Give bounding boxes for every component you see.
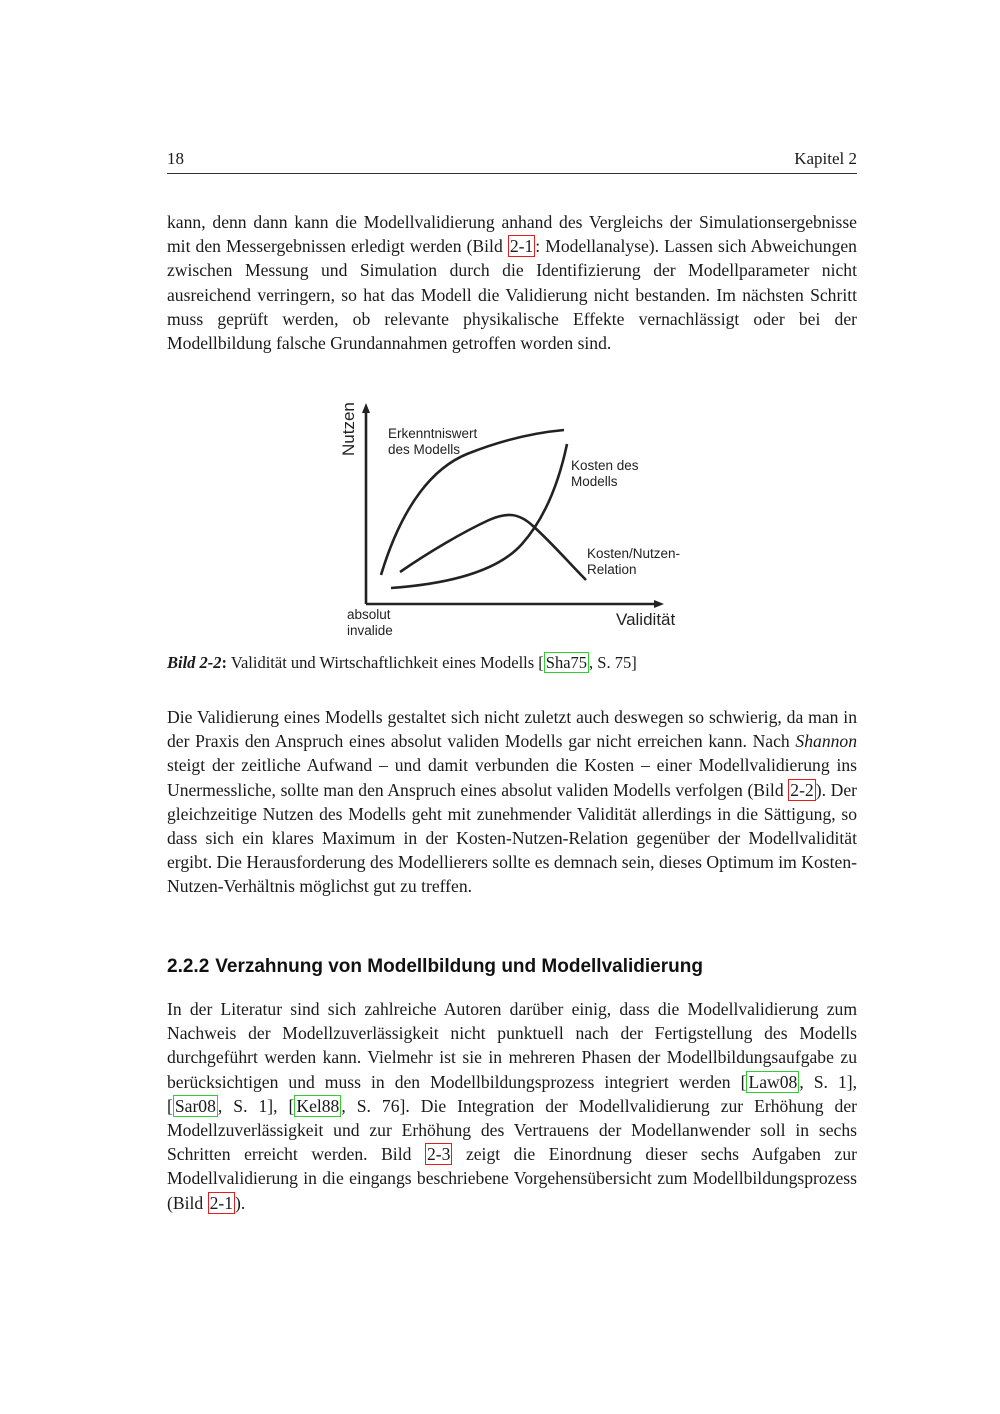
text-run: , S. 76]. Die Integration der Modellvalidierung zur Erhöhung der Modellzuverlässigkeit und zur Erhöhung des Vertrauens der Modellanwender soll in sechs Schritten erreicht werden. Bild xyxy=(167,1095,857,1165)
cost-curve xyxy=(391,444,567,588)
text-run: : Modellanalyse). Lassen sich Abweichungen zwischen Messung und Simulation durch die Identifizierung der Modellparameter nicht ausreichend verringern, so hat das Modell die Validierung nicht bestanden. Im nächsten Schritt muss geprüft werden, ob relevante physikalische Effekte vernachlässigt oder bei der Modellbildung falsche Grundannahmen getroffen worden sind. xyxy=(167,236,857,354)
text-run: In der Literatur sind sich zahlreiche Autoren darüber einig, dass die Modellvalidierung zum Nachweis der Modellzuverlässigkeit nicht punktuell nach der Fertigstellung des Modells durchgeführt werden kann. Vielmehr ist sie in mehreren Phasen der Modellbildungsaufgabe zu berücksichtigen und muss in den Modellbildungsprozess integriert werden [ xyxy=(167,999,857,1092)
page-number: 18 xyxy=(167,149,184,168)
origin-label: invalide xyxy=(347,623,393,638)
section-heading xyxy=(167,956,857,978)
figure-diagram xyxy=(167,392,697,642)
citation-link[interactable]: Sha75 xyxy=(545,653,588,672)
text-run: steigt der zeitliche Aufwand – und damit verbunden die Kosten – einer Modellvalidierung ins Unermessliche, sollte man den Anspruch eines absolut validen Modells verfolgen (Bild xyxy=(167,755,857,800)
section-number: 2.2.2 xyxy=(167,956,210,977)
figure-reference-link[interactable]: 2-3 xyxy=(426,1144,451,1165)
cost-curve-label: Modells xyxy=(571,474,618,489)
citation-link[interactable]: Kel88 xyxy=(296,1095,340,1116)
paragraph-2 xyxy=(167,705,857,899)
author-name: Shannon xyxy=(795,731,857,752)
ratio-curve-label: Kosten/Nutzen- xyxy=(587,546,681,561)
figure-reference-link[interactable]: 2-2 xyxy=(790,779,814,800)
benefit-curve-label: des Modells xyxy=(388,442,461,457)
chapter-title: Kapitel 2 xyxy=(794,149,857,168)
text-run: kann, denn dann kann die Modellvalidierung anhand des Vergleichs der Simulationsergebnisse mit den Messergebnissen erledigt werden (Bild xyxy=(167,212,857,257)
y-axis-label: Nutzen xyxy=(339,402,358,456)
text-run: , S. 1], [ xyxy=(167,1071,857,1116)
text-run: ). Der gleichzeitige Nutzen des Modells geht mit zunehmender Validität allerdings in die Sättigung, so dass sich ein klares Maximum in der Kosten-Nutzen-Relation gegenüber der Modellvalidität ergibt. Die Herausforderung des Modellierers sollte es demnach sein, dieses Optimum im Kosten-Nutzen-Verhältnis möglichst gut zu treffen. xyxy=(167,779,857,897)
figure-reference-link[interactable]: 2-1 xyxy=(509,236,534,257)
ratio-curve-label: Relation xyxy=(587,562,637,577)
paragraph-1 xyxy=(167,210,857,355)
caption-text: Validität und Wirtschaftlichkeit eines Modells [ xyxy=(227,653,544,672)
text-run: zeigt die Einordnung dieser sechs Aufgaben zur Modellvalidierung in die eingangs beschriebene Vorgehensübersicht zum Modellbildungsprozess (Bild xyxy=(167,1144,857,1213)
x-axis-label: Validität xyxy=(616,610,676,629)
paragraph-3 xyxy=(167,997,857,1215)
caption-text: , S. 75] xyxy=(589,653,637,672)
running-header xyxy=(167,149,857,174)
caption-colon: : xyxy=(221,653,228,672)
citation-link[interactable]: Sar08 xyxy=(174,1095,216,1116)
benefit-curve-label: Erkenntniswert xyxy=(388,426,478,441)
origin-label: absolut xyxy=(347,607,391,622)
figure-reference-link[interactable]: 2-1 xyxy=(209,1192,234,1213)
page xyxy=(167,0,857,1414)
figure-validity-economics xyxy=(167,392,697,642)
cost-benefit-ratio-curve xyxy=(400,515,586,580)
citation-link[interactable]: Law08 xyxy=(748,1071,798,1092)
text-run: ). xyxy=(235,1192,246,1213)
section-title: Verzahnung von Modellbildung und Modellvalidierung xyxy=(215,956,703,977)
caption-label: Bild 2-2 xyxy=(167,653,222,672)
text-run: Die Validierung eines Modells gestaltet sich nicht zuletzt auch deswegen so schwierig, da man in der Praxis den Anspruch eines absolut validen Modells gar nicht erreichen kann. Nach xyxy=(167,707,857,752)
figure-caption xyxy=(167,652,857,674)
cost-curve-label: Kosten des xyxy=(571,458,639,473)
text-run: , S. 1], [ xyxy=(217,1095,295,1116)
